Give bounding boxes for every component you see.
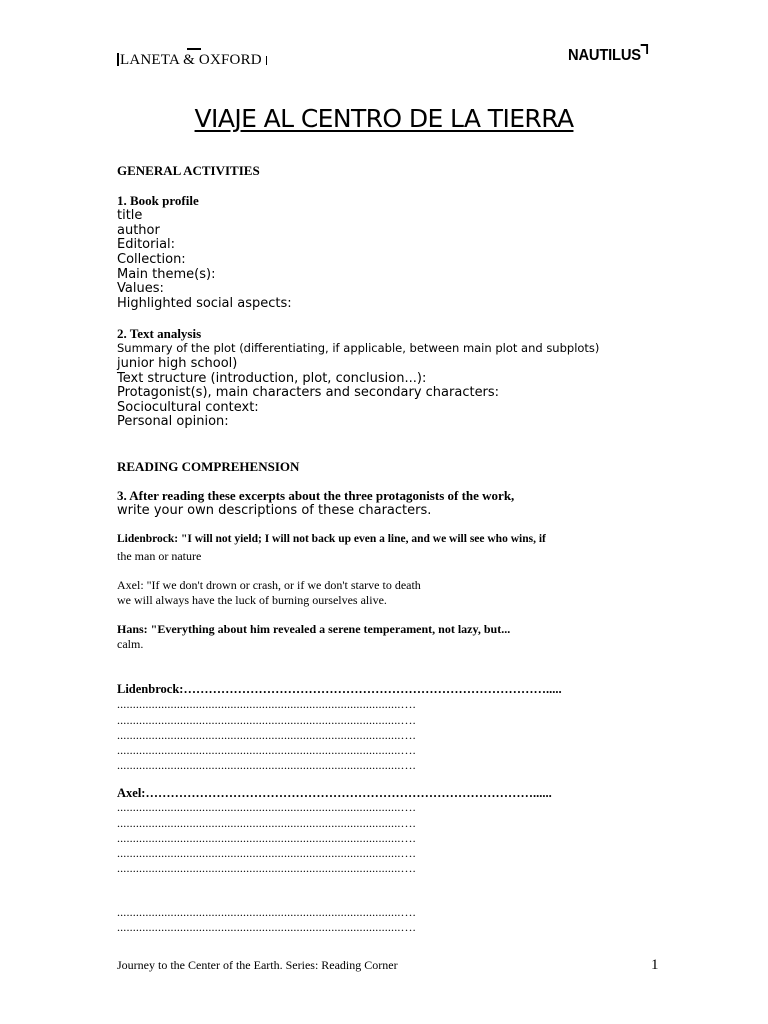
answer-line[interactable]: ..........................................................................................…. xyxy=(117,846,416,860)
text-analysis-heading: 2. Text analysis xyxy=(117,326,202,341)
text-analysis-item: Personal opinion: xyxy=(117,414,229,429)
answer-line[interactable]: ..........................................................................................…. xyxy=(117,743,416,757)
answer-line[interactable]: ..........................................................................................…. xyxy=(117,713,416,727)
plot-summary-prompt: Summary of the plot (differentiating, if applicable, between main plot and subplots) xyxy=(117,341,600,355)
page-title: VIAJE AL CENTRO DE LA TIERRA xyxy=(194,104,574,133)
book-profile-item: Collection: xyxy=(117,252,186,267)
text-analysis-item: junior high school) xyxy=(117,356,238,371)
answer-line[interactable]: ..........................................................................................…. xyxy=(117,800,416,814)
answer-line[interactable]: ..........................................................................................…. xyxy=(117,816,416,830)
axel-answer-label: Axel:…………………………………………………………………………………...... xyxy=(117,786,552,800)
book-profile-heading: 1. Book profile xyxy=(117,193,199,208)
excerpt-hans-continued: calm. xyxy=(117,637,144,651)
answer-line[interactable]: ..........................................................................................…. xyxy=(117,831,416,845)
lidenbrock-answer-label: Lidenbrock:……………………………………………………………………………..... xyxy=(117,682,562,696)
question-3-heading: 3. After reading these excerpts about the three protagonists of the work, xyxy=(117,488,515,503)
excerpt-axel: Axel: "If we don't drown or crash, or if we don't starve to death xyxy=(117,578,421,592)
answer-line[interactable]: ..........................................................................................…. xyxy=(117,861,416,875)
excerpt-lidenbrock-continued: the man or nature xyxy=(117,549,202,563)
book-profile-item: Editorial: xyxy=(117,237,176,252)
answer-line[interactable]: ..........................................................................................…. xyxy=(117,905,416,919)
answer-line[interactable]: ..........................................................................................…. xyxy=(117,697,416,711)
excerpt-lidenbrock: Lidenbrock: "I will not yield; I will not back up even a line, and we will see who wins, if xyxy=(117,533,546,545)
book-profile-item: Main theme(s): xyxy=(117,267,216,282)
series-logo: NAUTILUS xyxy=(568,47,641,65)
publisher-logo-mark xyxy=(117,53,119,66)
text-analysis-item: Protagonist(s), main characters and secondary characters: xyxy=(117,385,500,400)
reading-comprehension-heading: READING COMPREHENSION xyxy=(117,459,300,474)
page-number: 1 xyxy=(651,957,659,973)
series-logo-mark xyxy=(641,44,648,54)
excerpt-axel-continued: we will always have the luck of burning ourselves alive. xyxy=(117,593,387,607)
general-activities-heading: GENERAL ACTIVITIES xyxy=(117,163,260,178)
publisher-logo-bar xyxy=(187,48,201,50)
book-profile-item: author xyxy=(117,223,160,238)
text-analysis-item: Sociocultural context: xyxy=(117,400,259,415)
publisher-logo-tick xyxy=(266,56,267,65)
text-analysis-item: Text structure (introduction, plot, conclusion...): xyxy=(117,371,427,386)
question-3-instruction: write your own descriptions of these characters. xyxy=(117,503,432,518)
excerpt-hans: Hans: "Everything about him revealed a serene temperament, not lazy, but... xyxy=(117,622,511,636)
answer-line[interactable]: ..........................................................................................…. xyxy=(117,728,416,742)
book-profile-item: Values: xyxy=(117,281,164,296)
footer-caption: Journey to the Center of the Earth. Series: Reading Corner xyxy=(117,958,398,972)
book-profile-item: Highlighted social aspects: xyxy=(117,296,292,311)
answer-line[interactable]: ..........................................................................................…. xyxy=(117,758,416,772)
answer-line[interactable]: ..........................................................................................…. xyxy=(117,920,416,934)
book-profile-item: title xyxy=(117,208,143,223)
publisher-logo: LANETA & OXFORD xyxy=(117,52,267,69)
